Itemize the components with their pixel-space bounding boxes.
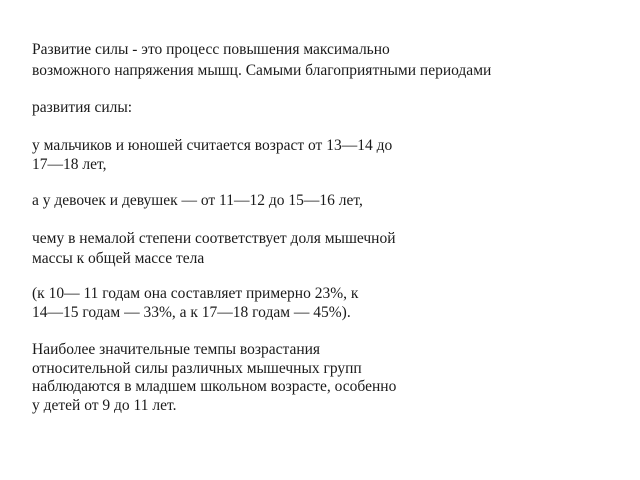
text-line: чему в немалой степени соответствует доля мышечной [32,230,396,247]
text-line: а у девочек и девушек — от 11—12 до 15—16 лет, [32,192,363,209]
text-line: наблюдаются в младшем школьном возрасте, особенно [32,378,397,395]
text-line: 17—18 лет, [32,156,107,173]
text-line: (к 10— 11 годам она составляет примерно 23%, к [32,285,359,302]
text-line: развития силы: [32,99,133,116]
text-line: Наиболее значительные темпы возрастания [32,341,321,358]
text-line: возможного напряжения мышц. Самыми благоприятными периодами [32,62,492,79]
text-line: относительной силы различных мышечных групп [32,360,362,377]
text-line: Развитие силы - это процесс повышения максимально [32,41,390,58]
text-line: 14—15 годам — 33%, а к 17—18 годам — 45%). [32,304,351,321]
text-line: массы к общей массе тела [32,250,205,267]
text-line: у детей от 9 до 11 лет. [32,397,177,414]
text-line: у мальчиков и юношей считается возраст от 13—14 до [32,137,393,154]
